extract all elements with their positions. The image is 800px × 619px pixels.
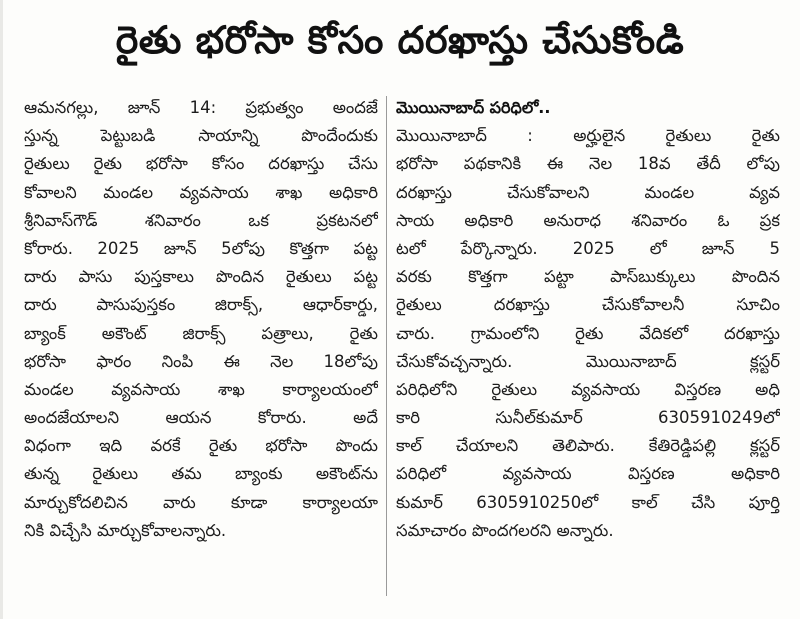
right-line: సమాచారం పొందగలరని అన్నారు.	[396, 520, 614, 540]
right-line: పరిధిలో వ్యవసాయ విస్తరణ అధికారి	[396, 464, 780, 484]
column-divider	[386, 96, 387, 596]
clipping-edge	[0, 0, 3, 619]
right-line: చేసుకోవచ్చన్నారు. మొయినాబాద్ క్లస్టర్	[396, 351, 780, 371]
right-line: కాల్ చేయాలని తెలిపారు. కేతిరెడ్డిపల్లి క్లస్టర్	[396, 436, 780, 456]
right-line: చారు. గ్రామంలోని రైతు వేదికలో దరఖాస్తు	[396, 323, 780, 343]
right-subhead: మొయినాబాద్ పరిధిలో..	[396, 98, 551, 117]
right-column	[396, 94, 780, 545]
left-line: బ్యాంక్ అకౌంట్ జిరాక్స్ పత్రాలు, రైతు	[24, 323, 378, 343]
right-line: వరకు కొత్తగా పట్టా పాస్‌బుక్కులు పొందిన	[396, 267, 780, 287]
right-line: కారి సునీల్‌కుమార్ 6305910249లో	[396, 408, 780, 428]
left-line: ఆమనగల్లు, జూన్ 14: ప్రభుత్వం అందజే	[24, 98, 378, 117]
left-line: నికి విచ్చేసి మార్చుకోవాలన్నారు.	[24, 520, 227, 540]
right-line: కుమార్ 6305910250లో కాల్ చేసి పూర్తి	[396, 492, 780, 512]
left-line: స్తున్న పెట్టుబడి సాయాన్ని పొందేందుకు	[24, 126, 378, 146]
left-line: దారు పాసుపుస్తకం జిరాక్స్, ఆధార్‌కార్డు,	[24, 295, 378, 315]
left-line: కోవాలని మండల వ్యవసాయ శాఖ అధికారి	[24, 182, 378, 202]
right-line: రైతులు దరఖాస్తు చేసుకోవాలనీ సూచిం	[396, 295, 780, 315]
left-line: రైతులు రైతు భరోసా కోసం దరఖాస్తు చేసు	[24, 154, 378, 174]
left-line: అందజేయాలని ఆయన కోరారు. అదే	[24, 408, 378, 428]
left-line: మండల వ్యవసాయ శాఖ కార్యాలయంలో	[24, 379, 378, 399]
left-line: విధంగా ఇది వరకే రైతు భరోసా పొందు	[24, 436, 378, 456]
left-line: తున్న రైతులు తమ బ్యాంకు అకౌంట్‌ను	[24, 464, 378, 484]
left-line: దారు పాసు పుస్తకాలు పొందిన రైతులు పట్ట	[24, 267, 378, 287]
left-line: భరోసా ఫారం నింపి ఈ నెల 18లోపు	[24, 351, 378, 371]
right-line: దరఖాస్తు చేసుకోవాలని మండల వ్యవ	[396, 182, 780, 202]
right-line: మొయినాబాద్ : అర్హులైన రైతులు రైతు	[396, 126, 780, 146]
left-line: మార్చుకోదలిచిన వారు కూడా కార్యాలయా	[24, 492, 378, 512]
article-headline: రైతు భరోసా కోసం దరఖాస్తు చేసుకోండి	[115, 18, 685, 62]
left-column	[24, 94, 378, 545]
right-line: భరోసా పథకానికి ఈ నెల 18వ తేదీ లోపు	[396, 154, 780, 174]
left-line: కోరారు. 2025 జూన్ 5లోపు కొత్తగా పట్ట	[24, 238, 378, 258]
left-line: శ్రీనివాస్‌గౌడ్ శనివారం ఒక ప్రకటనలో	[24, 210, 378, 230]
right-line: టలో పేర్కొన్నారు. 2025 లో జూన్ 5	[396, 238, 780, 258]
right-line: సాయ అధికారి అనురాధ శనివారం ఓ ప్రక	[396, 210, 780, 230]
right-line: పరిధిలోని రైతులు వ్యవసాయ విస్తరణ అధి	[396, 379, 780, 399]
